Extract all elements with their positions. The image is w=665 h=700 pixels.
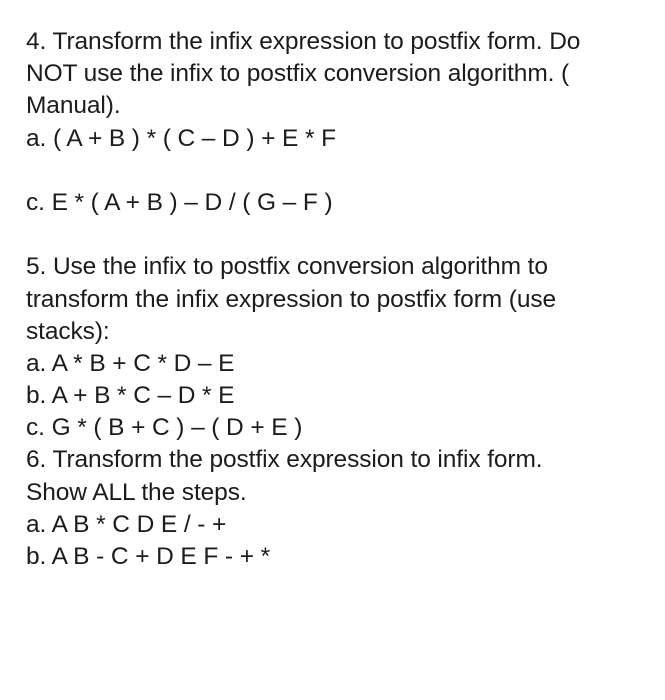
question-5-line-2: transform the infix expression to postfix form (use (26, 285, 557, 313)
question-4-line-1: 4. Transform the infix expression to postfix form. Do (26, 28, 581, 55)
question-4-part-a: a. ( A + B ) * ( C – D ) + E * F (26, 124, 336, 152)
question-5-line-1: 5. Use the infix to postfix conversion algorithm to (26, 253, 548, 281)
question-4-line-3: Manual). (26, 92, 121, 120)
spacer (26, 219, 646, 251)
question-4 (26, 26, 646, 219)
question-5-part-b: b. A + B * C – D * E (26, 382, 235, 410)
question-4-part-c: c. E * ( A + B ) – D / ( G – F ) (26, 188, 333, 216)
question-5 (26, 251, 646, 444)
question-5-line-3: stacks): (26, 317, 110, 345)
question-4-line-2: NOT use the infix to postfix conversion algorithm. ( (26, 60, 570, 88)
question-5-part-a: a. A * B + C * D – E (26, 349, 235, 377)
question-6 (26, 444, 646, 573)
document-body (26, 26, 646, 573)
question-6-line-2: Show ALL the steps. (26, 478, 247, 506)
question-6-part-a: a. A B * C D E / - + (26, 510, 227, 538)
question-6-part-b: b. A B - C + D E F - + * (26, 543, 271, 570)
spacer (26, 155, 646, 187)
question-6-line-1: 6. Transform the postfix expression to infix form. (26, 446, 543, 474)
question-5-part-c: c. G * ( B + C ) – ( D + E ) (26, 414, 303, 442)
